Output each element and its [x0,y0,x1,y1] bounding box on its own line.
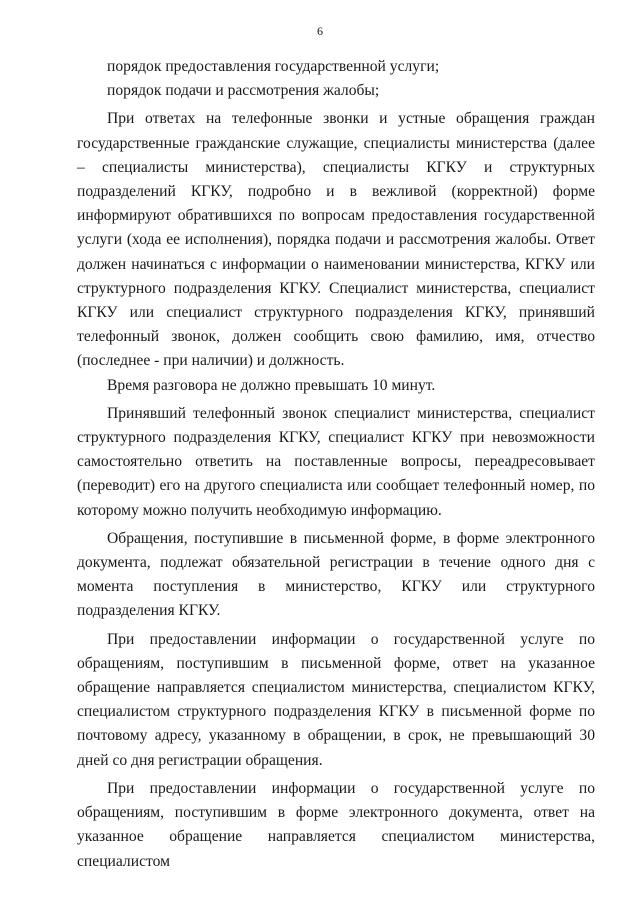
paragraph-call-redirect: Принявший телефонный звонок специалист министерства, специалист структурного подразделения КГКУ, специалист КГКУ при невозможности самостоятельно ответить на поставленные вопросы, переадресовывает (переводит) его на другого специалиста или сообщает телефонный номер, по которому можно получить необходимую информацию. [77,404,595,519]
paragraph-electronic-requests: При предоставлении информации о государственной услуге по обращениям, поступившим в форме электронного документа, ответ на указанное обращение направляется специалистом министерства, специалистом [77,779,595,870]
paragraph-registration: Обращения, поступившие в письменной форме, в форме электронного документа, подлежат обязательной регистрации в течение одного дня с момента поступления в министерство, КГКУ или структурного подразделения КГКУ. [77,529,595,620]
paragraph-call-duration: Время разговора не должно превышать 10 минут. [107,376,436,394]
page-number: 6 [317,24,323,38]
paragraph-complaints: порядок подачи и рассмотрения жалобы; [107,82,380,100]
document-body [77,55,595,874]
paragraph-phone-calls: При ответах на телефонные звонки и устные обращения граждан государственные гражданские служащие, специалисты министерства (далее – специалисты министерства), специалисты КГКУ и структурных подразделений КГКУ, подробно и в вежливой (корректной) форме информируют обратившихся по вопросам предоставления государственной услуги (хода ее исполнения), порядка подачи и рассмотрения жалобы. Ответ должен начинаться с информации о наименовании министерства, КГКУ или структурного подразделения КГКУ. Специалист министерства, специалист КГКУ или специалист структурного подразделения КГКУ, принявший телефонный звонок, должен сообщить свою фамилию, имя, отчество (последнее - при наличии) и должность. [77,110,595,370]
paragraph-written-requests: При предоставлении информации о государственной услуге по обращениям, поступившим в письменной форме, ответ на указанное обращение направляется специалистом министерства, специалистом КГКУ, специалистом структурного подразделения КГКУ в письменной форме по почтовому адресу, указанному в обращении, в срок, не превышающий 30 дней со дня регистрации обращения. [77,630,595,769]
paragraph-procedure: порядок предоставления государственной услуги; [107,58,440,75]
